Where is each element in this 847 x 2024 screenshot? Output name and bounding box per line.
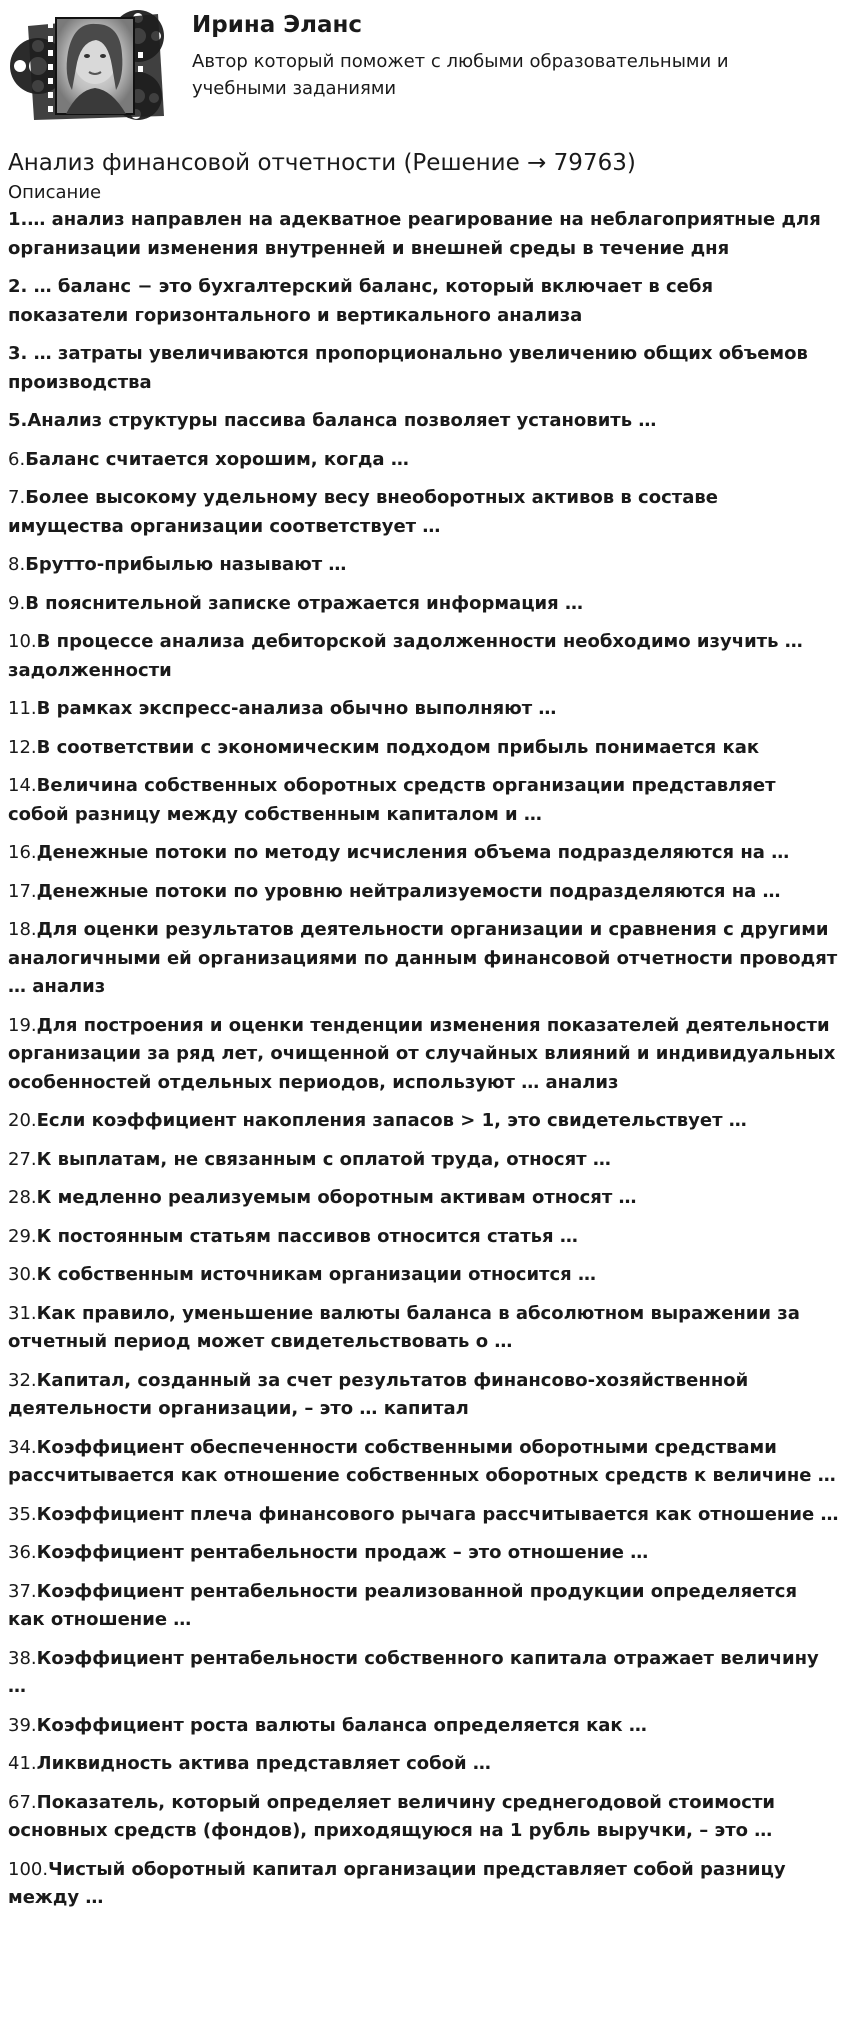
- question-item: [8, 590, 839, 619]
- question-number: 9.: [8, 592, 26, 614]
- question-text: К постоянным статьям пассивов относится статья …: [36, 1225, 578, 1247]
- question-text: Баланс считается хорошим, когда …: [25, 448, 409, 470]
- question-number: 6.: [8, 448, 26, 470]
- question-item: [8, 1107, 839, 1136]
- film-reel-avatar-image: [8, 6, 168, 124]
- question-text: Для оценки результатов деятельности организации и сравнения с другими аналогичными ей организациями по данным финансовой отчетности проводят … анализ: [8, 919, 838, 997]
- description-label: Описание: [8, 182, 102, 203]
- question-item: [8, 1789, 839, 1846]
- question-number: 16.: [8, 842, 37, 863]
- question-number: 32.: [8, 1369, 37, 1391]
- question-text: Величина собственных оборотных средств организации представляет собой разницу между собственным капиталом и …: [8, 775, 776, 825]
- question-number: 20.: [8, 1110, 37, 1131]
- question-item: [8, 340, 839, 397]
- question-number: 5.: [8, 410, 28, 431]
- question-text: Как правило, уменьшение валюты баланса в абсолютном выражении за отчетный период может свидетельствовать о …: [8, 1302, 800, 1352]
- question-text: Денежные потоки по методу исчисления объема подразделяются на …: [36, 842, 790, 863]
- question-item: [8, 1223, 839, 1252]
- question-number: 3.: [8, 343, 28, 364]
- author-card: [8, 0, 839, 124]
- question-number: 29.: [8, 1225, 37, 1247]
- question-item: [8, 407, 839, 436]
- question-number: 27.: [8, 1148, 37, 1170]
- question-number: 8.: [8, 554, 26, 575]
- question-number: 14.: [8, 775, 37, 796]
- question-list: [8, 206, 839, 1913]
- question-text: Коэффициент рентабельности собственного капитала отражает величину …: [8, 1647, 819, 1697]
- question-text: К собственным источникам организации относится …: [36, 1264, 596, 1285]
- question-text: Если коэффициент накопления запасов > 1, это свидетельствует …: [36, 1110, 747, 1131]
- question-item: [8, 484, 839, 541]
- question-number: 36.: [8, 1542, 37, 1563]
- question-text: Капитал, созданный за счет результатов финансово-хозяйственной деятельности организации, – это … капитал: [8, 1369, 749, 1419]
- question-text: Денежные потоки по уровню нейтрализуемости подразделяются на …: [36, 880, 781, 902]
- question-item: [8, 628, 839, 685]
- question-number: 30.: [8, 1264, 37, 1285]
- question-item: [8, 551, 839, 580]
- question-item: [8, 1578, 839, 1635]
- question-text: Ликвидность актива представляет собой …: [36, 1753, 491, 1774]
- question-item: [8, 1750, 839, 1779]
- question-text: … баланс − это бухгалтерский баланс, который включает в себя показатели горизонтального и вертикального анализа: [8, 276, 714, 326]
- question-item: [8, 1300, 839, 1357]
- question-number: 18.: [8, 919, 37, 940]
- question-text: Коэффициент плеча финансового рычага рассчитывается как отношение …: [36, 1503, 839, 1525]
- question-item: [8, 1539, 839, 1568]
- question-number: 19.: [8, 1014, 37, 1036]
- question-number: 100.: [8, 1858, 49, 1880]
- question-text: Показатель, который определяет величину среднегодовой стоимости основных средств (фондов), приходящуюся на 1 рубль выручки, – это …: [8, 1791, 775, 1841]
- question-item: [8, 1367, 839, 1424]
- question-text: Коэффициент роста валюты баланса определяется как …: [36, 1714, 647, 1736]
- question-item: [8, 839, 839, 868]
- question-number: 39.: [8, 1714, 37, 1736]
- question-item: [8, 1184, 839, 1213]
- question-number: 35.: [8, 1503, 37, 1525]
- avatar: [8, 6, 168, 124]
- question-text: Чистый оборотный капитал организации представляет собой разницу между …: [8, 1858, 786, 1908]
- question-item: [8, 1434, 839, 1491]
- author-info: [192, 6, 792, 102]
- question-item: [8, 772, 839, 829]
- question-number: 12.: [8, 736, 37, 758]
- question-item: [8, 206, 839, 263]
- question-number: 28.: [8, 1187, 37, 1208]
- question-text: В процессе анализа дебиторской задолженности необходимо изучить … задолженности: [8, 631, 803, 681]
- question-text: К медленно реализуемым оборотным активам относят …: [36, 1187, 637, 1208]
- question-number: 17.: [8, 880, 37, 902]
- question-number: 31.: [8, 1302, 37, 1324]
- question-text: … затраты увеличиваются пропорционально увеличению общих объемов производства: [8, 343, 808, 393]
- author-name[interactable]: Ирина Эланс: [192, 12, 363, 38]
- question-number: 11.: [8, 698, 37, 719]
- question-number: 38.: [8, 1647, 37, 1669]
- question-text: В соответствии с экономическим подходом прибыль понимается как: [36, 736, 760, 758]
- question-text: Для построения и оценки тенденции изменения показателей деятельности организации за ряд лет, очищенной от случайных влияний и индивидуальных особенностей отдельных периодов, используют … анализ: [8, 1014, 836, 1093]
- question-number: 7.: [8, 487, 26, 508]
- question-number: 10.: [8, 631, 37, 652]
- question-number: 2.: [8, 276, 28, 297]
- question-item: [8, 446, 839, 475]
- question-text: В рамках экспресс-анализа обычно выполняют …: [36, 698, 557, 719]
- question-number: 37.: [8, 1580, 37, 1602]
- question-item: [8, 695, 839, 724]
- question-item: [8, 1261, 839, 1290]
- question-text: Коэффициент рентабельности продаж – это отношение …: [36, 1542, 649, 1563]
- question-item: [8, 1856, 839, 1913]
- question-item: [8, 878, 839, 907]
- document-title: Анализ финансовой отчетности (Решение → 79763): [8, 150, 636, 176]
- question-text: Брутто-прибылью называют …: [25, 554, 347, 575]
- author-description: Автор который поможет с любыми образовательными и учебными заданиями: [192, 51, 729, 99]
- question-text: В пояснительной записке отражается информация …: [25, 592, 583, 614]
- question-item: [8, 1501, 839, 1530]
- question-text: Коэффициент обеспеченности собственными оборотными средствами рассчитывается как отношение собственных оборотных средств к величине …: [8, 1436, 836, 1486]
- question-item: [8, 1712, 839, 1741]
- question-text: Коэффициент рентабельности реализованной продукции определяется как отношение …: [8, 1580, 798, 1630]
- question-number: 41.: [8, 1753, 37, 1774]
- question-item: [8, 273, 839, 330]
- question-item: [8, 1012, 839, 1098]
- question-number: 1.: [8, 209, 28, 230]
- question-text: Анализ структуры пассива баланса позволяет установить …: [27, 410, 657, 431]
- question-item: [8, 1146, 839, 1175]
- question-text: К выплатам, не связанным с оплатой труда, относят …: [36, 1148, 611, 1170]
- question-item: [8, 1645, 839, 1702]
- question-number: 67.: [8, 1791, 37, 1813]
- question-item: [8, 916, 839, 1002]
- question-text: … анализ направлен на адекватное реагирование на неблагоприятные для организации изменения внутренней и внешней среды в течение дня: [8, 209, 821, 259]
- question-text: Более высокому удельному весу внеоборотных активов в составе имущества организации соответствует …: [8, 487, 718, 537]
- question-item: [8, 734, 839, 763]
- question-number: 34.: [8, 1436, 37, 1458]
